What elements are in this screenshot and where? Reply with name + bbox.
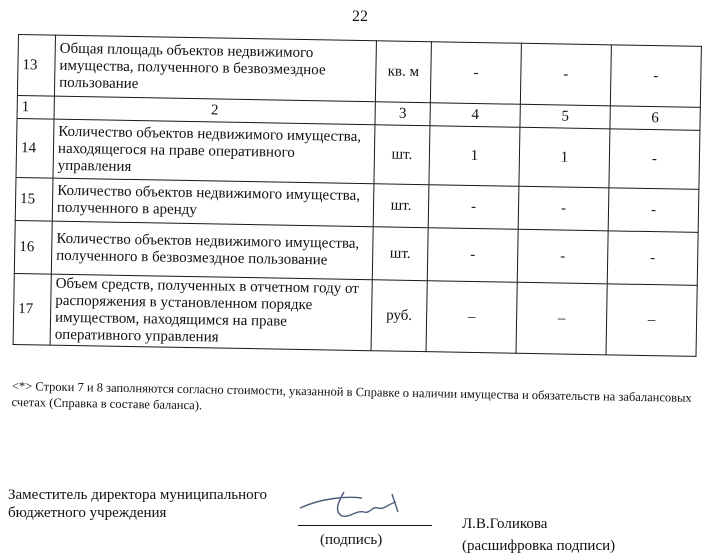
property-table-body [13,35,701,357]
value-col-6: - [609,129,700,190]
indicator-name: Объем средств, полученных в отчетном году от распоряжения в установленном порядке имуществом, находящимся на праве оперативного управления [50,274,372,351]
unit-cell: руб. [371,280,427,352]
value-col-6: 6 [610,106,700,131]
handwritten-signature [292,486,412,526]
value-col-4: 4 [430,103,520,128]
row-number: 13 [17,35,55,97]
signature-line [298,525,432,526]
value-col-5: - [518,186,609,231]
indicator-name: Количество объектов недвижимого имущества, полученного в безвозмездное пользование [51,221,373,280]
unit-cell: 3 [375,102,430,126]
table-row [13,273,697,356]
value-col-4: - [428,185,519,230]
row-number: 15 [15,177,53,221]
value-col-4: - [430,42,521,105]
value-col-5: - [517,229,608,284]
page-number: 22 [352,8,368,25]
property-table [13,34,702,357]
footnote: <*> Строки 7 и 8 заполняются согласно стоимости, указанной в Справке о наличии имущества и обязательств на забалансовых счетах (Справка в составе баланса). [11,378,692,413]
value-col-6: - [610,45,701,108]
row-number: 17 [13,273,51,345]
signer-title [8,486,308,522]
unit-cell: шт. [373,184,429,228]
indicator-name: 2 [54,96,375,125]
signer-title-line-2: бюджетного учреждения [8,505,167,521]
unit-cell: шт. [374,125,430,185]
indicator-name: Количество объектов недвижимого имущества, полученного в аренду [52,178,374,227]
signature-caption: (подпись) [320,532,383,548]
unit-cell: шт. [372,227,428,281]
name-caption: (расшифровка подписи) [462,538,616,554]
row-number: 1 [17,95,54,119]
value-col-6: - [607,231,698,286]
signer-name: Л.В.Голикова [462,516,548,532]
indicator-name: Общая площадь объектов недвижимого имущества, полученного в безвозмездное пользование [54,35,376,102]
unit-cell: кв. м [375,41,431,103]
value-col-5: – [516,282,607,355]
value-col-5: 1 [519,127,610,188]
value-col-5: - [520,43,611,106]
value-col-4: - [427,228,518,283]
value-col-5: 5 [520,104,610,129]
value-col-6: – [606,284,697,357]
row-number: 14 [16,118,54,178]
row-number: 16 [14,220,52,274]
value-col-4: 1 [429,126,520,187]
value-col-4: – [426,281,517,354]
indicator-name: Количество объектов недвижимого имущества, находящегося на праве оперативного управления [53,119,375,184]
value-col-6: - [608,188,699,233]
signer-title-line-1: Заместитель директора муниципального [8,487,267,503]
